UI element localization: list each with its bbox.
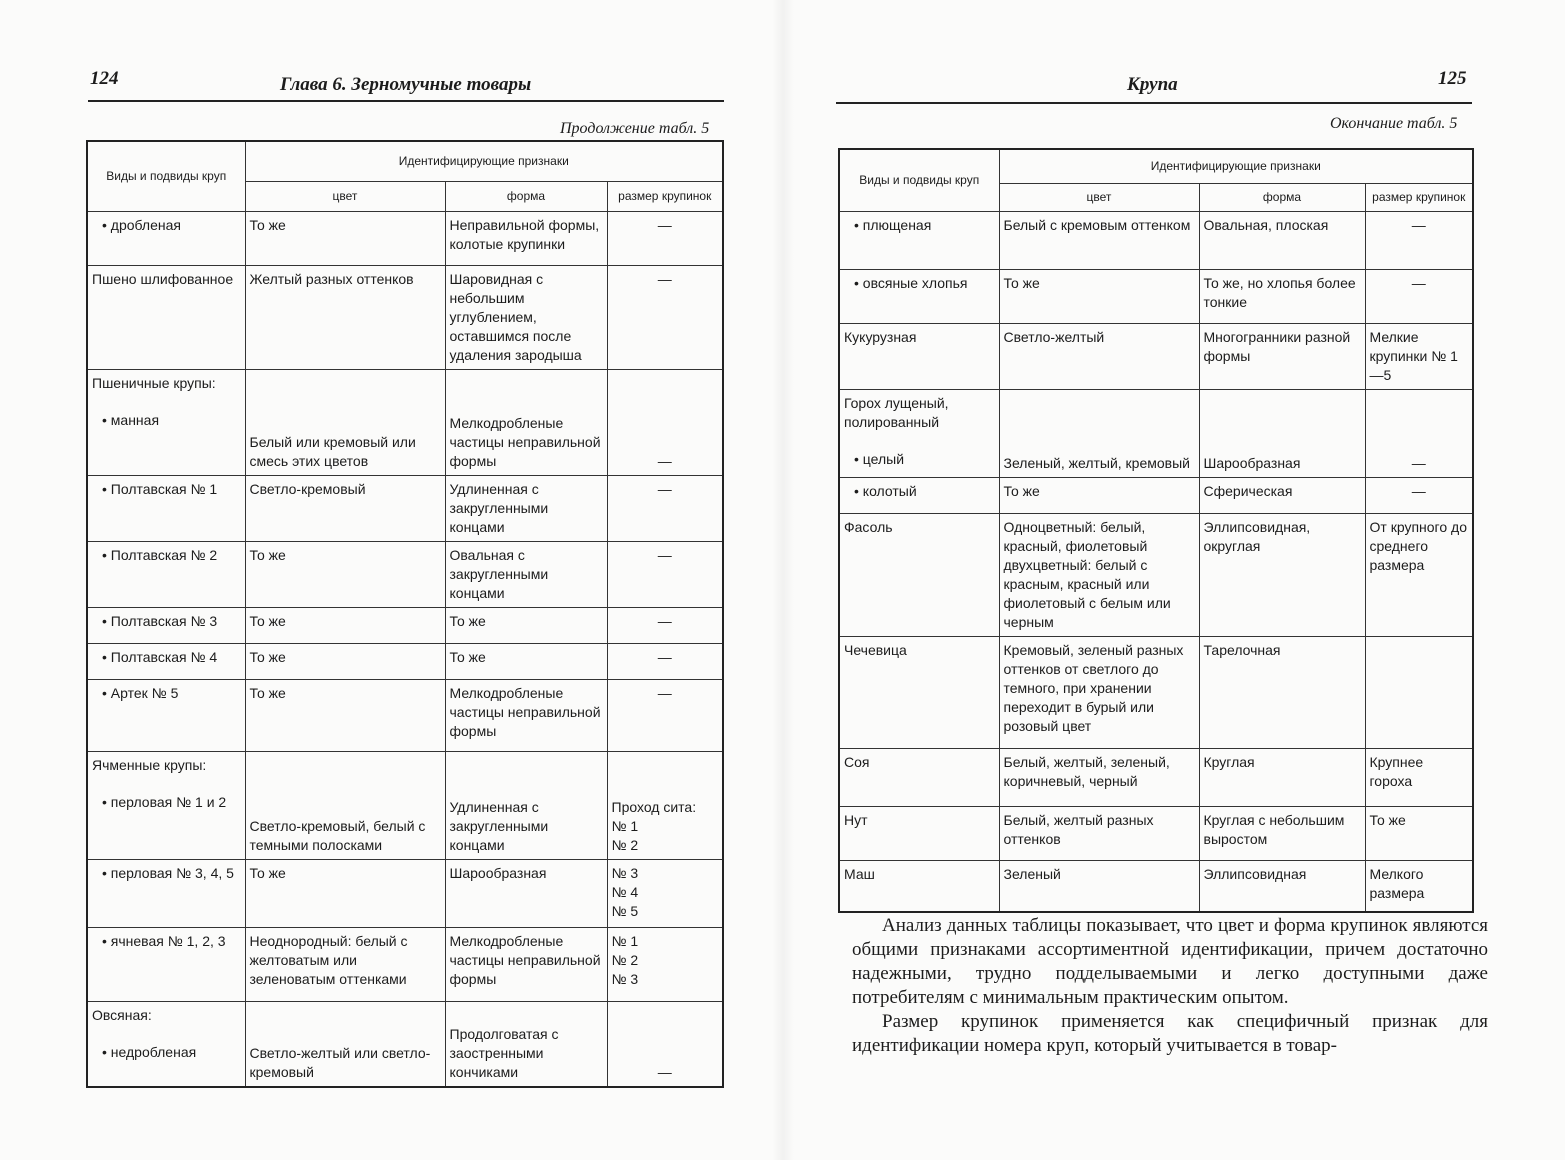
- table-row: [87, 751, 723, 859]
- table-caption-left: Продолжение табл. 5: [560, 120, 710, 137]
- kind-label: • дробленая: [102, 216, 181, 233]
- cell-kind: [87, 607, 245, 643]
- cell-size: —: [1365, 211, 1473, 269]
- cell-shape: Продолговатая с заостренными кончиками: [445, 1001, 607, 1087]
- header-kinds: Виды и подвиды круп: [839, 149, 999, 211]
- header-kinds: Виды и подвиды круп: [87, 141, 245, 211]
- cell-size: —: [1365, 477, 1473, 513]
- paragraph: Анализ данных таблицы показывает, что цвет и форма крупинок являются общими признаками ассортиментной идентификации, причем достаточно надежными, трудно подделываемыми и легко доступными даже потребителям с минимальным практическим опытом.: [852, 915, 1488, 1008]
- left-page: [0, 0, 782, 1160]
- header-color: цвет: [245, 181, 445, 211]
- cell-color: Белый или кремовый или смесь этих цветов: [245, 369, 445, 475]
- cell-kind: [839, 636, 999, 748]
- group-label: Пшеничные крупы:: [92, 374, 216, 391]
- table-row: [839, 323, 1473, 389]
- cell-color: Кремовый, зеленый разных оттенков от светлого до темного, при хранении переходит в бурый или розовый цвет: [999, 636, 1199, 748]
- table-row: [839, 477, 1473, 513]
- cell-size: Мелкие крупинки № 1—5: [1365, 323, 1473, 389]
- kind-label: • Полтавская № 4: [102, 648, 218, 665]
- cell-color: То же: [999, 269, 1199, 323]
- cell-shape: Круглая с небольшим выростом: [1199, 806, 1365, 860]
- cell-color: Неоднородный: белый с желтоватым или зеленоватым оттенками: [245, 927, 445, 1001]
- cell-kind: [87, 369, 245, 475]
- table-row: [839, 748, 1473, 806]
- cell-kind: [839, 513, 999, 636]
- table-row: [839, 269, 1473, 323]
- kind-label: Чечевица: [844, 641, 907, 658]
- cell-kind: [87, 927, 245, 1001]
- kind-label: • недробленая: [102, 1043, 197, 1060]
- cell-kind: [839, 860, 999, 912]
- kind-label: • целый: [854, 450, 905, 467]
- kind-label: Кукурузная: [844, 328, 917, 345]
- cell-size: —: [607, 643, 723, 679]
- cell-shape: То же: [445, 607, 607, 643]
- cell-size: Мелкого размера: [1365, 860, 1473, 912]
- cell-kind: [87, 211, 245, 265]
- cell-size: —: [607, 679, 723, 751]
- right-page: [782, 0, 1565, 1160]
- cell-color: Зеленый, желтый, кремовый: [999, 389, 1199, 477]
- cell-shape: Эллипсовидная: [1199, 860, 1365, 912]
- cell-color: То же: [245, 541, 445, 607]
- cell-color: Светло-кремовый, белый с темными полосками: [245, 751, 445, 859]
- table-row: [839, 389, 1473, 477]
- cell-kind: [839, 748, 999, 806]
- cell-color: То же: [999, 477, 1199, 513]
- cell-kind: [87, 1001, 245, 1087]
- cell-shape: Шарообразная: [445, 859, 607, 927]
- table-row: [87, 475, 723, 541]
- cell-kind: [87, 475, 245, 541]
- cell-color: Белый с кремовым оттенком: [999, 211, 1199, 269]
- cell-shape: Овальная с закругленными концами: [445, 541, 607, 607]
- cell-shape: Овальная, плоская: [1199, 211, 1365, 269]
- cell-shape: Удлиненная с закругленными концами: [445, 475, 607, 541]
- table-row: [839, 636, 1473, 748]
- cell-shape: Тарелочная: [1199, 636, 1365, 748]
- kind-label: • перловая № 1 и 2: [102, 793, 227, 810]
- cell-kind: [839, 211, 999, 269]
- cell-size: —: [1365, 269, 1473, 323]
- cell-shape: Удлиненная с закругленными концами: [445, 751, 607, 859]
- cell-color: Белый, желтый разных оттенков: [999, 806, 1199, 860]
- kind-label: • Полтавская № 3: [102, 612, 218, 629]
- cell-color: Белый, желтый, зеленый, коричневый, черный: [999, 748, 1199, 806]
- cell-color: То же: [245, 607, 445, 643]
- header-size: размер крупинок: [1365, 183, 1473, 211]
- kind-label: • Артек № 5: [102, 684, 179, 701]
- cell-kind: [839, 269, 999, 323]
- kind-label: Маш: [844, 865, 875, 882]
- table-row: [87, 643, 723, 679]
- table-row: [839, 513, 1473, 636]
- table-row: [87, 1001, 723, 1087]
- page-number-left: 124: [90, 68, 119, 89]
- table-row: [87, 927, 723, 1001]
- body-text: [852, 914, 1488, 1058]
- cell-shape: То же, но хлопья более тонкие: [1199, 269, 1365, 323]
- cell-color: Одноцветный: белый, красный, фиолетовый двухцветный: белый с красным, красный или фиолетовый с белым или черным: [999, 513, 1199, 636]
- cell-color: Светло-желтый или светло-кремовый: [245, 1001, 445, 1087]
- cell-kind: [87, 265, 245, 369]
- cell-size: —: [607, 541, 723, 607]
- table-row: [87, 679, 723, 751]
- cell-shape: Мелкодробленые частицы неправильной формы: [445, 679, 607, 751]
- cell-size: От крупного до среднего размера: [1365, 513, 1473, 636]
- table-row: [87, 265, 723, 369]
- header-group: Идентифицирующие признаки: [245, 141, 723, 181]
- header-rule-right: [836, 102, 1472, 104]
- cell-kind: [87, 643, 245, 679]
- table-row: [87, 211, 723, 265]
- cell-color: То же: [245, 859, 445, 927]
- cell-color: То же: [245, 679, 445, 751]
- cell-size: № 3 № 4 № 5: [607, 859, 723, 927]
- table-row: [87, 369, 723, 475]
- table-left: [86, 140, 724, 1088]
- page-number-right: 125: [1438, 68, 1467, 89]
- table-body-right: [839, 211, 1473, 912]
- cell-shape: Неправильной формы, колотые крупинки: [445, 211, 607, 265]
- kind-label: • Полтавская № 1: [102, 480, 218, 497]
- group-label: Горох лущеный, полированный: [844, 394, 949, 430]
- cell-size: —: [607, 607, 723, 643]
- header-size: размер крупинок: [607, 181, 723, 211]
- header-shape: форма: [1199, 183, 1365, 211]
- cell-kind: [839, 323, 999, 389]
- header-shape: форма: [445, 181, 607, 211]
- cell-size: Крупнее гороха: [1365, 748, 1473, 806]
- cell-shape: Мелкодробленые частицы неправильной формы: [445, 927, 607, 1001]
- cell-color: Светло-желтый: [999, 323, 1199, 389]
- table-body-left: [87, 211, 723, 1087]
- cell-size: —: [1365, 389, 1473, 477]
- cell-kind: [87, 541, 245, 607]
- table-caption-right: Окончание табл. 5: [1330, 115, 1458, 132]
- header-rule-left: [88, 100, 724, 102]
- cell-shape: То же: [445, 643, 607, 679]
- kind-label: • перловая № 3, 4, 5: [102, 864, 234, 881]
- kind-label: • плющеная: [854, 216, 932, 233]
- paragraph: Размер крупинок применяется как специфичный признак для идентификации номера круп, который учитывается в товар-: [852, 1011, 1488, 1056]
- cell-size: —: [607, 265, 723, 369]
- kind-label: • ячневая № 1, 2, 3: [102, 932, 226, 949]
- table-row: [839, 211, 1473, 269]
- cell-color: Светло-кремовый: [245, 475, 445, 541]
- kind-label: • колотый: [854, 482, 917, 499]
- header-group: Идентифицирующие признаки: [999, 149, 1473, 183]
- cell-kind: [839, 806, 999, 860]
- cell-size: —: [607, 475, 723, 541]
- cell-shape: Круглая: [1199, 748, 1365, 806]
- table-row: [839, 806, 1473, 860]
- table-row: [839, 860, 1473, 912]
- kind-label: Фасоль: [844, 518, 893, 535]
- table-right: [838, 148, 1474, 913]
- cell-shape: Шарообразная: [1199, 389, 1365, 477]
- cell-shape: Эллипсовидная, округлая: [1199, 513, 1365, 636]
- cell-color: То же: [245, 211, 445, 265]
- table-row: [87, 859, 723, 927]
- running-title: Крупа: [1127, 74, 1178, 95]
- group-label: Ячменные крупы:: [92, 756, 207, 773]
- cell-size: То же: [1365, 806, 1473, 860]
- cell-kind: [839, 389, 999, 477]
- kind-label: • Полтавская № 2: [102, 546, 218, 563]
- cell-shape: Сферическая: [1199, 477, 1365, 513]
- group-label: Овсяная:: [92, 1006, 152, 1023]
- kind-label: • манная: [102, 411, 160, 428]
- cell-kind: [87, 751, 245, 859]
- kind-label: • овсяные хлопья: [854, 274, 968, 291]
- cell-color: То же: [245, 643, 445, 679]
- cell-kind: [87, 859, 245, 927]
- cell-shape: Многогранники разной формы: [1199, 323, 1365, 389]
- cell-size: № 1 № 2 № 3: [607, 927, 723, 1001]
- kind-label: Нут: [844, 811, 868, 828]
- cell-size: Проход сита: № 1 № 2: [607, 751, 723, 859]
- header-color: цвет: [999, 183, 1199, 211]
- cell-shape: Шаровидная с небольшим углублением, оставшимся после удаления зародыша: [445, 265, 607, 369]
- kind-label: Соя: [844, 753, 870, 770]
- cell-kind: [87, 679, 245, 751]
- cell-kind: [839, 477, 999, 513]
- cell-size: —: [607, 211, 723, 265]
- cell-size: —: [607, 1001, 723, 1087]
- cell-size: [1365, 636, 1473, 748]
- cell-color: Желтый разных оттенков: [245, 265, 445, 369]
- table-row: [87, 541, 723, 607]
- cell-shape: Мелкодробленые частицы неправильной формы: [445, 369, 607, 475]
- table-row: [87, 607, 723, 643]
- chapter-title: Глава 6. Зерномучные товары: [280, 74, 532, 95]
- cell-size: —: [607, 369, 723, 475]
- cell-color: Зеленый: [999, 860, 1199, 912]
- kind-label: Пшено шлифованное: [92, 270, 234, 287]
